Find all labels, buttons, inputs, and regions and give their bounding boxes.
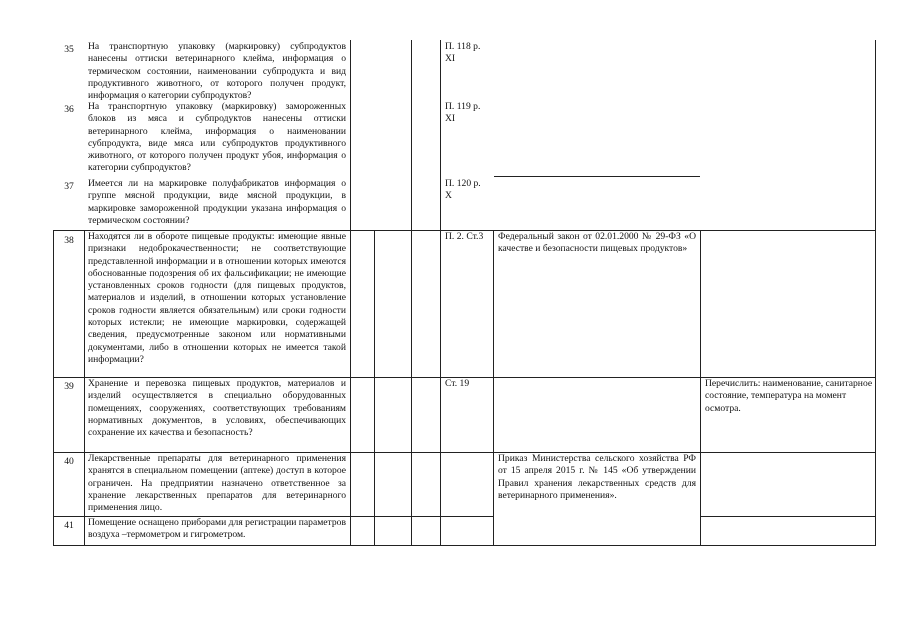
row-number: 39 [64,381,74,392]
row-reference: П. 118 р. XI [445,41,481,65]
row-reference: П. 120 р. X [445,178,481,202]
column-divider-num [84,230,85,545]
table-border-left [53,230,54,545]
row-number: 36 [64,104,74,115]
row-separator-41-right [700,516,876,517]
row-number: 41 [64,520,74,531]
column-divider-ref [493,230,494,545]
row-requirement: Хранение и перевозка пищевых продуктов, материалов и изделий осуществляется в специально оборудованных помещениях, сооружениях, соответствующих требованиям нормативных документов, в условиях, обеспечивающих сохранение их качества и безопасность? [88,378,346,439]
table-border-right [875,40,876,545]
column-divider-law [700,230,701,545]
row-requirement: Имеется ли на маркировке полуфабрикатов информация о группе мясной продукции, виде мясной продукции, в маркировке замороженной продукции указана информация о термическом состоянии? [88,178,346,226]
column-divider-mark-3 [440,40,441,545]
row-reference: Ст. 19 [445,378,470,389]
row-note: Перечислить: наименование, санитарное состояние, температура на момент осмотра. [705,378,873,414]
table-border-bottom [53,545,876,546]
row-number: 37 [64,181,74,192]
row-requirement: На транспортную упаковку (маркировку) субпродуктов нанесены оттиски ветеринарного клейма, информация о термическом состоянии, наименовании субпродукта и вид продуктивного животного, от которого получен продукт, информация о категории субпродуктов? [88,41,346,102]
row-requirement: Помещение оснащено приборами для регистрации параметров воздуха –термометром и гигрометром. [88,517,346,541]
column-divider-requirement [350,40,351,545]
row-reference: П. 119 р. XI [445,101,481,125]
partial-line-row-37 [494,176,700,177]
row-requirement: Находятся ли в обороте пищевые продукты: имеющие явные признаки недоброкачественности; не соответствующие представленной информации и в отношении которых имеются обоснованные подозрения об их фальсификации; не имеющие установленных сроков годности (для пищевых продуктов, материалов и изделий, в отношении которых установление сроков годности является обязательным) или сроки годности которых истекли; не имеющие маркировки, содержащей сведения, предусмотренные законом или нормативными документами, либо в отношении которых не имеется такой информации? [88,231,346,365]
column-divider-mark-1 [374,230,375,545]
row-law: Федеральный закон от 02.01.2000 № 29-ФЗ «О качестве и безопасности пищевых продуктов» [498,231,696,255]
row-number: 38 [64,235,74,246]
row-law: Приказ Министерства сельского хозяйства РФ от 15 апреля 2015 г. № 145 «Об утверждении Правил хранения лекарственных средств для ветеринарного применения». [498,453,696,501]
row-requirement: Лекарственные препараты для ветеринарного применения хранятся в специальном помещении (аптеке) доступ в которое ограничен. На предприятии назначено ответственное за хранение лекарственных препаратов для ветеринарного применения лицо. [88,453,346,514]
row-number: 35 [64,44,74,55]
column-divider-mark-2 [411,40,412,545]
row-number: 40 [64,456,74,467]
row-requirement: На транспортную упаковку (маркировку) замороженных блоков из мяса и субпродуктов нанесены оттиски ветеринарного клейма, информация о наименовании субпродукта, виде мяса или субпродуктов продуктивного животного, от которого получен продукт убоя, информация о категории субпродуктов? [88,101,346,174]
row-reference: П. 2. Ст.3 [445,231,484,242]
